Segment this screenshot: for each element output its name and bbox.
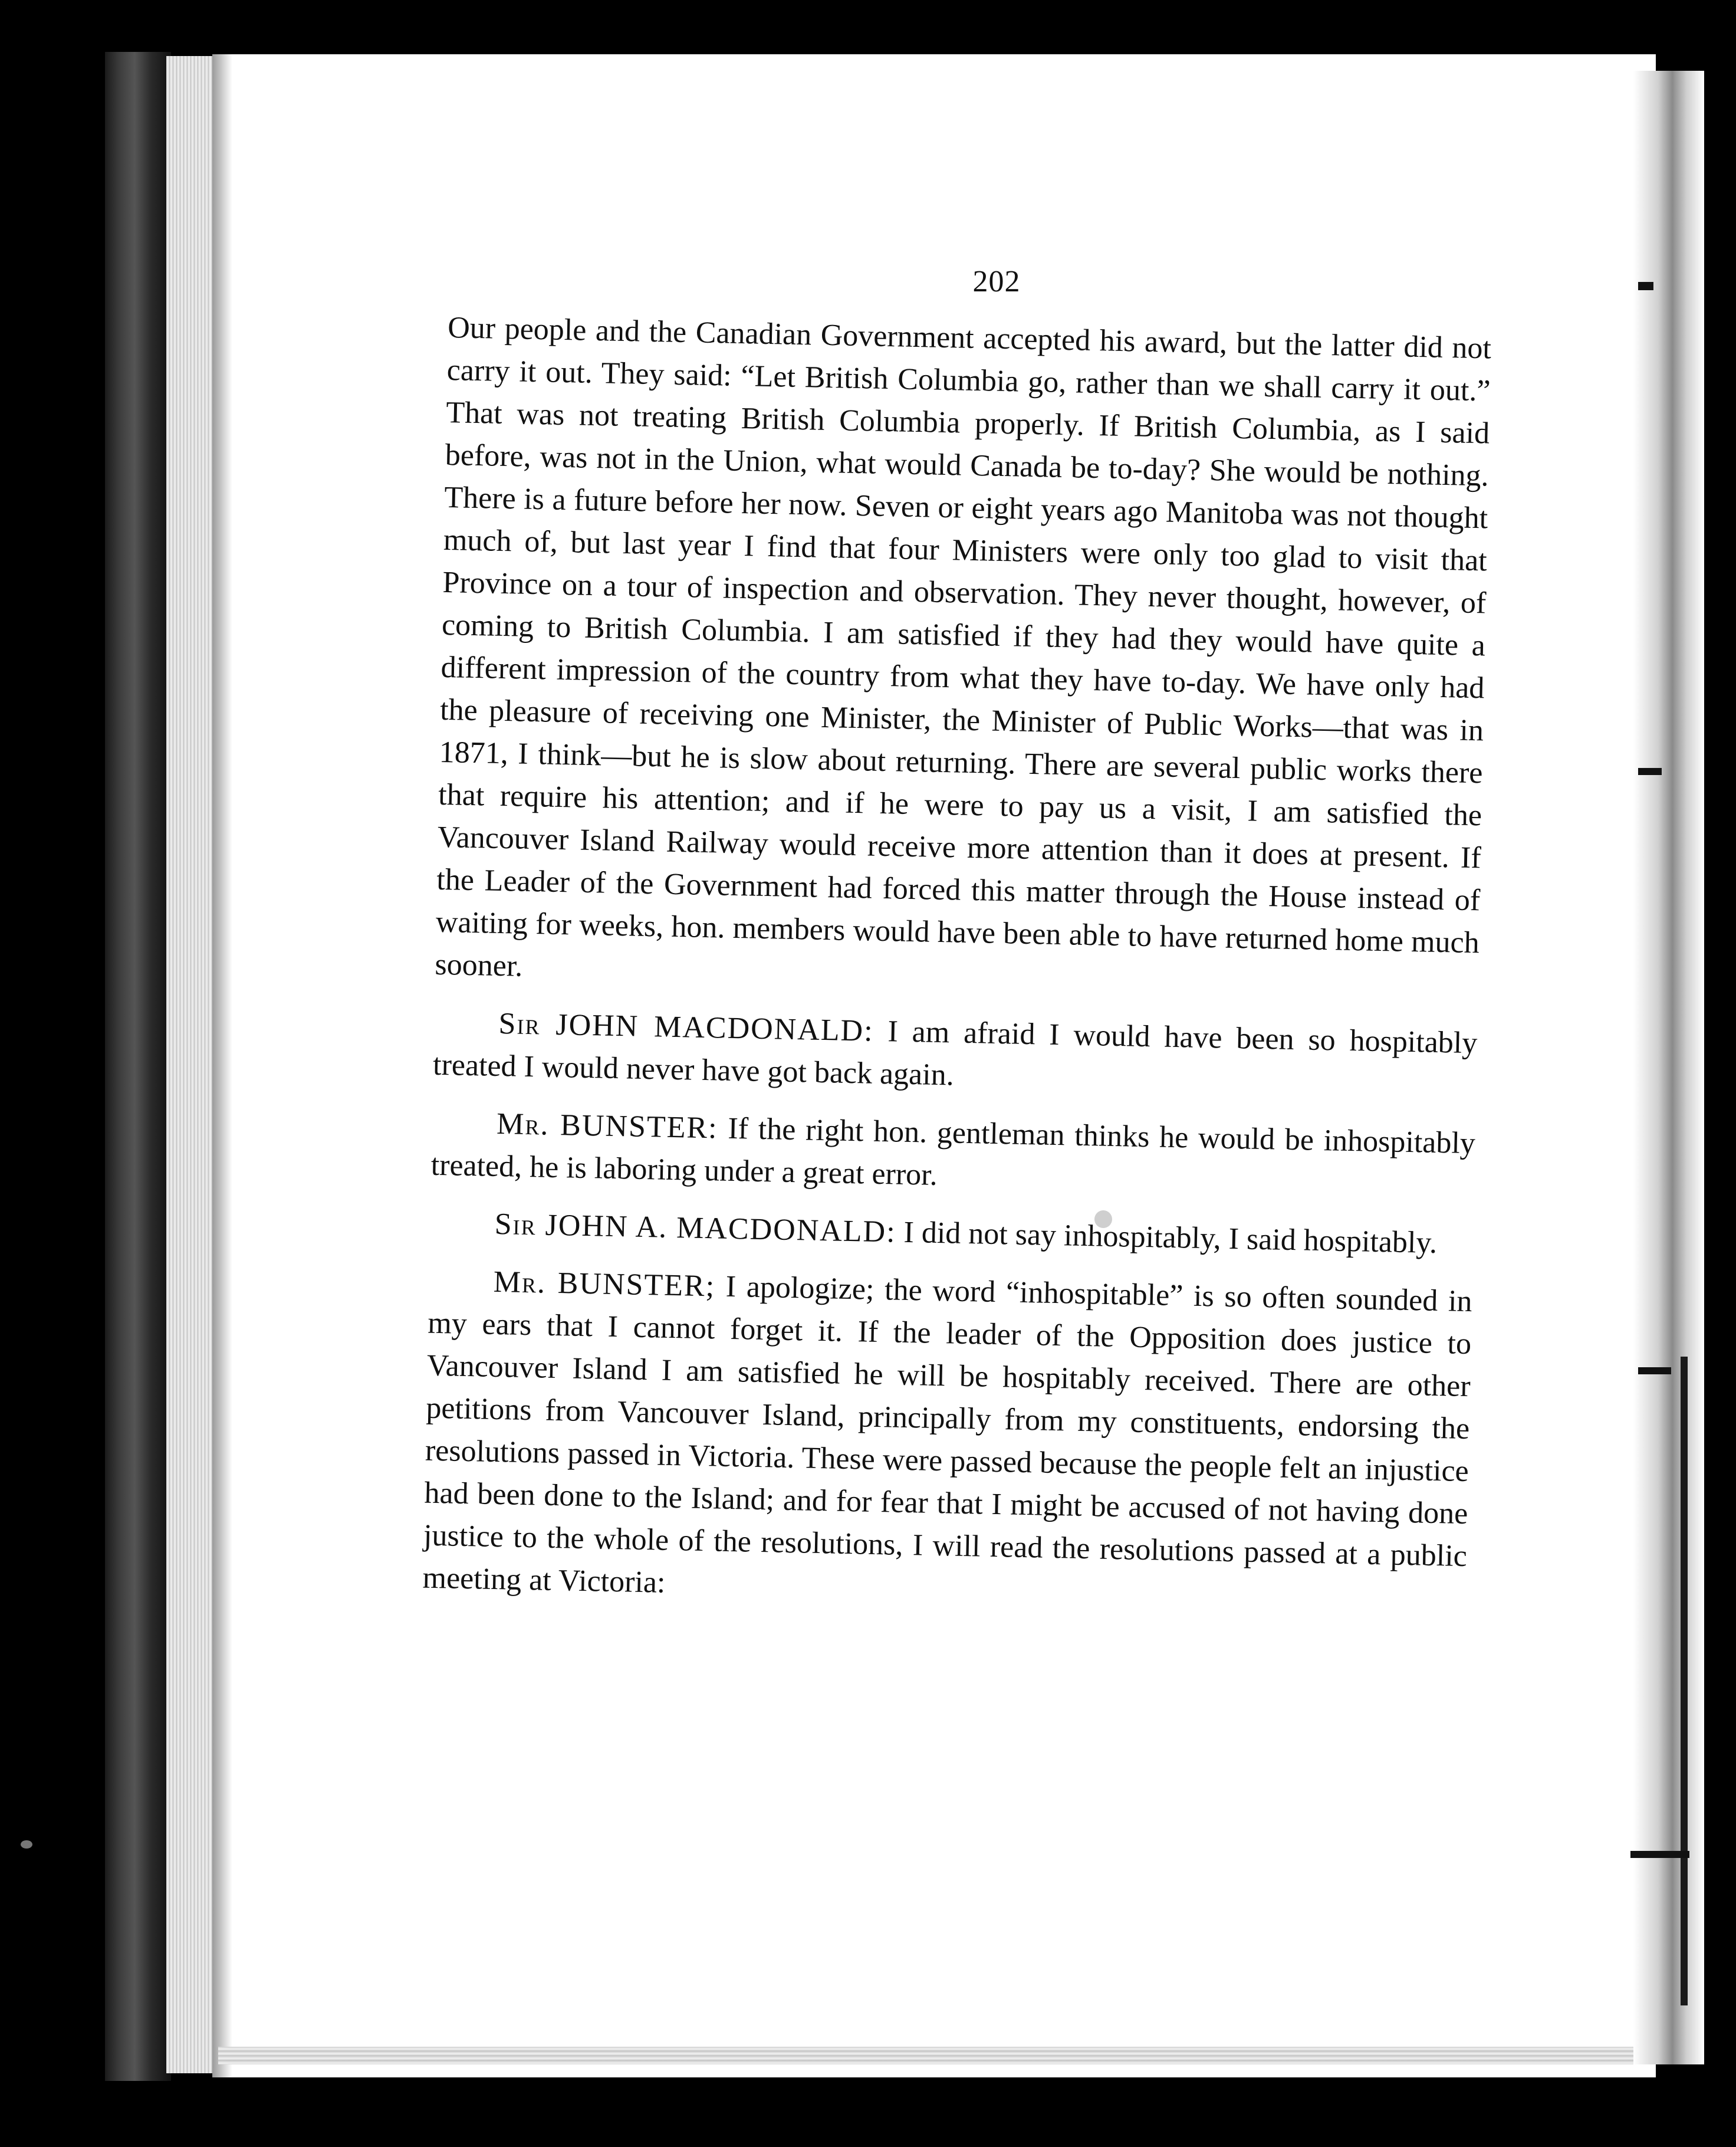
paragraph-speech (422, 1260, 1472, 1620)
right-edge-line (1681, 1357, 1688, 2005)
body-text (422, 307, 1491, 1636)
page-number: 202 (972, 265, 1021, 298)
page-stack-edge (166, 56, 219, 2073)
dust-speck (21, 1840, 32, 1849)
paragraph-speech (429, 1202, 1474, 1266)
margin-mark (1638, 768, 1662, 775)
speaker-name: Mr. BUNSTER: (496, 1107, 719, 1145)
paragraph-opening (435, 307, 1492, 1007)
book-spine-edge (105, 52, 171, 2081)
margin-mark (1638, 282, 1653, 290)
margin-mark (1630, 1851, 1689, 1858)
paragraph-text: Our people and the Canadian Government accepted his award, but the latter did not carry it out. They said: “Let British Columbia go, rather than we shall carry it out.” That was not treating British Columbia properly. If British Columbia, as I said before, was not in the Union, what would Canada be to-day? She would be nothing. There is a future before her now. Seven or eight years ago Manitoba was not thought much of, but last year I find that four Ministers were only too glad to visit that Province on a tour of inspection and observation. They never thought, however, of coming to British Columbia. I am satisfied if they had they would have quite a different impression of the country from what they have to-day. We have only had the pleasure of receiving one Minister, the Minister of Public Works—that was in 1871, I think—but he is slow about returning. There are several public works there that require his attention; and if he were to pay us a visit, I am satisfied the Vancouver Island Railway would receive more attention than it does at present. If the Leader of the Government had forced this matter through the House instead of waiting for weeks, hon. members would have been able to have returned home much sooner. (435, 310, 1492, 983)
paragraph-speech (432, 1002, 1478, 1107)
speech-text: I am afraid I would have been so hospitably treated I would never have got back again. (432, 1015, 1478, 1092)
speech-text: I did not say inhospitably, I said hospitably. (903, 1215, 1438, 1260)
speech-text: If the right hon. gentleman thinks he would be inhospitably treated, he is laboring under a great error. (430, 1111, 1476, 1192)
paragraph-speech (430, 1102, 1476, 1207)
gutter-shadow (212, 54, 232, 2077)
speech-text: I apologize; the word “inhospitable” is so often sounded in my ears that I cannot forget it. If the leader of the Opposition does justice to Vancouver Island I am satisfied he will be hospitably received. There are other petitions from Vancouver Island, principally from my constituents, endorsing the resolutions passed in Victoria. These were passed because the people felt an injustice had been done to the Island; and for fear that I might be accused of not having done justice to the whole of the resolutions, I will read the resolutions passed at a public meeting at Victoria: (422, 1269, 1473, 1600)
speaker-name: Mr. BUNSTER; (493, 1265, 716, 1304)
margin-mark (1638, 1367, 1671, 1374)
bottom-page-edge (218, 2047, 1633, 2064)
speaker-name: Sir JOHN A. MACDONALD: (494, 1207, 897, 1249)
speaker-name: Sir JOHN MACDONALD: (498, 1006, 874, 1048)
right-page-fold (1633, 71, 1704, 2064)
